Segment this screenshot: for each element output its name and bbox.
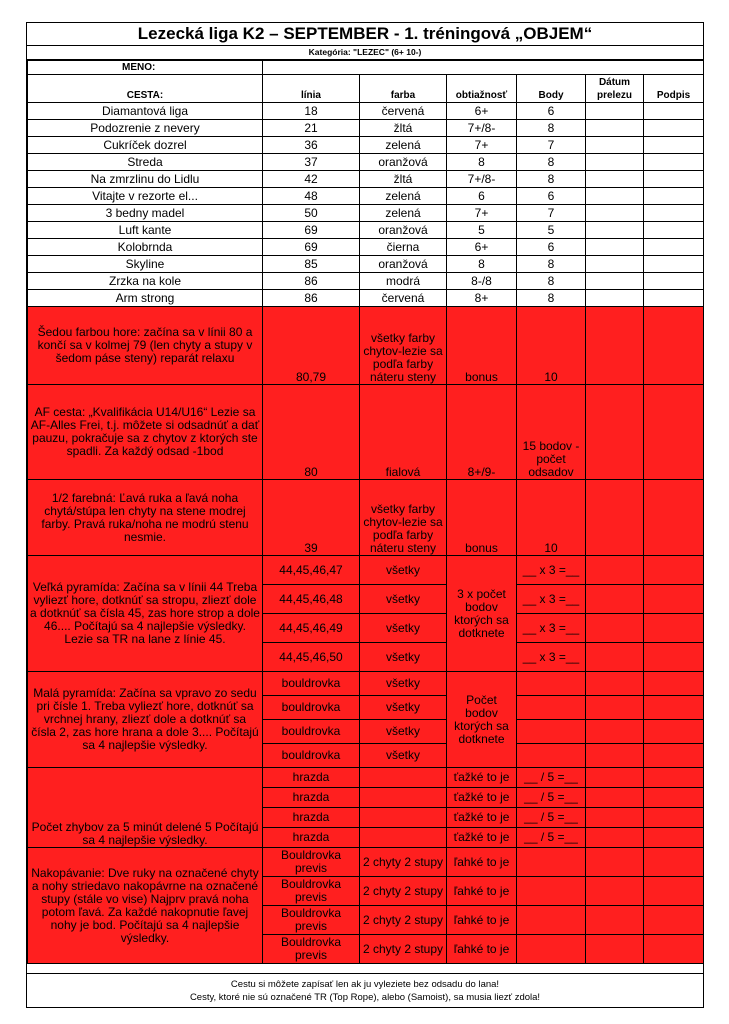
route-color: oranžová [360,256,447,273]
special-color: všetky farby chytov-lezie sa podľa farby náteru steny [360,480,447,556]
route-line: 48 [263,188,360,205]
nakopavanie-grade: ľahké to je [447,877,517,906]
nakopavanie-grade: ľahké to je [447,848,517,877]
signature-field[interactable] [644,935,704,964]
route-name: Zrzka na kole [28,273,263,290]
date-field[interactable] [586,614,644,643]
header-color: farba [360,75,447,103]
route-points: 8 [517,120,586,137]
hrazda-desc: Počet zhybov za 5 minút delené 5 Počítajú sa 4 najlepšie výsledky. [28,768,263,848]
nakopavanie-line: Bouldrovka previs [263,848,360,877]
table-row [28,672,704,696]
route-line: 36 [263,137,360,154]
hrazda-line: hrazda [263,808,360,828]
route-points: 6 [517,239,586,256]
pyramid-small-line: bouldrovka [263,696,360,720]
special-desc: 1/2 farebná: Ľavá ruka a ľavá noha chytá/stúpa len chyty na stene modrej farby. Pravá ruka/noha ne modrú stenu nesmie. [28,480,263,556]
hrazda-grade: ťažké to je [447,788,517,808]
score-formula[interactable]: __ / 5 =__ [517,768,586,788]
date-field[interactable] [586,307,644,385]
route-name: Luft kante [28,222,263,239]
route-name: Diamantová liga [28,103,263,120]
pyramid-line: 44,45,46,48 [263,585,360,614]
signature-field[interactable] [644,768,704,788]
route-grade: 6 [447,188,517,205]
route-color: modrá [360,273,447,290]
date-field[interactable] [586,154,644,171]
table-row [28,768,704,788]
pyramid-small-line: bouldrovka [263,672,360,696]
date-field[interactable] [586,205,644,222]
route-name: Streda [28,154,263,171]
nakopavanie-grade: ľahké to je [447,906,517,935]
route-points: 8 [517,256,586,273]
route-line: 69 [263,239,360,256]
date-field[interactable] [586,137,644,154]
route-line: 21 [263,120,360,137]
signature-field[interactable] [644,696,704,720]
route-grade: 8-/8 [447,273,517,290]
signature-field[interactable] [644,137,704,154]
hrazda-color [360,828,447,848]
table-row [28,171,704,188]
signature-field[interactable] [644,808,704,828]
signature-field[interactable] [644,385,704,480]
score-formula[interactable]: __ x 3 =__ [517,614,586,643]
pyramid-small-line: bouldrovka [263,744,360,768]
date-field[interactable] [586,877,644,906]
route-line: 37 [263,154,360,171]
hrazda-grade: ťažké to je [447,808,517,828]
route-points: 6 [517,188,586,205]
header-date: Dátum prelezu [586,75,644,103]
date-field[interactable] [586,120,644,137]
header-line: línia [263,75,360,103]
footer-note [27,973,703,1007]
score-formula[interactable]: __ x 3 =__ [517,585,586,614]
pyramid-small-line: bouldrovka [263,720,360,744]
table-row [28,307,704,385]
signature-field[interactable] [644,222,704,239]
special-color: fialová [360,385,447,480]
points-field[interactable] [517,744,586,768]
route-grade: 7+/8- [447,120,517,137]
route-line: 86 [263,273,360,290]
signature-field[interactable] [644,188,704,205]
table-row [28,222,704,239]
route-points: 7 [517,137,586,154]
signature-field[interactable] [644,239,704,256]
table-row [28,137,704,154]
route-line: 85 [263,256,360,273]
signature-field[interactable] [644,906,704,935]
signature-field[interactable] [644,585,704,614]
hrazda-color [360,768,447,788]
table-row [28,154,704,171]
special-line: 80,79 [263,307,360,385]
route-name: Skyline [28,256,263,273]
footer-line-1: Cestu si môžete zapísať len ak ju vyleziete bez odsadu do lana! [230,979,500,990]
route-points: 6 [517,103,586,120]
points-field[interactable] [517,720,586,744]
signature-field[interactable] [644,205,704,222]
special-grade: bonus [447,307,517,385]
score-formula[interactable]: __ x 3 =__ [517,556,586,585]
route-points: 7 [517,205,586,222]
table-row [28,556,704,585]
date-field[interactable] [586,848,644,877]
route-color: čierna [360,239,447,256]
pyramid-small-color: všetky [360,720,447,744]
special-grade: bonus [447,480,517,556]
signature-field[interactable] [644,256,704,273]
table-row [28,848,704,877]
route-color: oranžová [360,222,447,239]
route-color: zelená [360,188,447,205]
nakopavanie-grade: ľahké to je [447,935,517,964]
pyramid-color: všetky [360,614,447,643]
nakopavanie-color: 2 chyty 2 stupy [360,935,447,964]
signature-field[interactable] [644,672,704,696]
signature-field[interactable] [644,556,704,585]
route-line: 69 [263,222,360,239]
special-line: 39 [263,480,360,556]
table-row [28,385,704,480]
date-field[interactable] [586,720,644,744]
route-color: žltá [360,120,447,137]
route-grade: 5 [447,222,517,239]
date-field[interactable] [586,290,644,307]
points-field[interactable] [517,906,586,935]
signature-field[interactable] [644,120,704,137]
pyramid-small-grade: Počet bodov ktorých sa dotknete [447,672,517,768]
route-color: oranžová [360,154,447,171]
route-points: 8 [517,171,586,188]
header-route: CESTA: [28,75,263,103]
signature-field[interactable] [644,480,704,556]
date-field[interactable] [586,585,644,614]
pyramid-small-desc: Malá pyramída: Začína sa vpravo zo sedu pri čísle 1. Treba vyliezť hore, dotknúť sa vrchnej hrany, zliezť dole a dotknúť sa čísla 2, zas hore hrana a dole 3.... Počítajú sa 4 najlepšie výsledky. [28,672,263,768]
signature-field[interactable] [644,273,704,290]
date-field[interactable] [586,222,644,239]
table-row [28,120,704,137]
signature-field[interactable] [644,828,704,848]
route-grade: 6+ [447,239,517,256]
route-points: 8 [517,290,586,307]
score-sheet [26,22,704,1008]
date-field[interactable] [586,906,644,935]
date-field[interactable] [586,828,644,848]
special-grade: 8+/9- [447,385,517,480]
special-desc: AF cesta: „Kvalifikácia U14/U16“ Lezie sa AF-Alles Frei, t.j. môžete si odsadnúť a dať pauzu, pokračuje sa z chytov z ktorých ste spadli. Za každý odsad -1bod [28,385,263,480]
score-formula[interactable]: __ / 5 =__ [517,828,586,848]
signature-field[interactable] [644,290,704,307]
score-formula[interactable]: __ / 5 =__ [517,788,586,808]
route-line: 86 [263,290,360,307]
footer-line-2: Cesty, ktoré nie sú označené TR (Top Rope), alebo (Samoist), sa musia liezť zdola! [189,992,541,1003]
points-field[interactable] [517,877,586,906]
special-points: 15 bodov - počet odsadov [517,385,586,480]
route-name: Kolobrnda [28,239,263,256]
nakopavanie-color: 2 chyty 2 stupy [360,877,447,906]
route-color: zelená [360,137,447,154]
route-color: žltá [360,171,447,188]
name-label: MENO: [28,61,263,75]
route-line: 42 [263,171,360,188]
special-desc: Šedou farbou hore: začína sa v línii 80 a končí sa v kolmej 79 (len chyty a stupy v šedom páse steny) reparát relaxu [28,307,263,385]
signature-field[interactable] [644,744,704,768]
signature-field[interactable] [644,614,704,643]
date-field[interactable] [586,385,644,480]
date-field[interactable] [586,935,644,964]
nakopavanie-desc: Nakopávanie: Dve ruky na označené chyty a nohy striedavo nakopávrne na označené stupy (stále vo vise) Najprv pravá noha potom ľavá. Za každé nakopnutie ľavej nohy je bod. Počítajú sa 4 najlepšie výsledky. [28,848,263,964]
route-grade: 8 [447,154,517,171]
pyramid-line: 44,45,46,49 [263,614,360,643]
route-points: 8 [517,273,586,290]
hrazda-line: hrazda [263,828,360,848]
date-field[interactable] [586,188,644,205]
pyramid-small-color: všetky [360,744,447,768]
date-field[interactable] [586,643,644,672]
special-points: 10 [517,480,586,556]
date-field[interactable] [586,256,644,273]
signature-field[interactable] [644,877,704,906]
nakopavanie-color: 2 chyty 2 stupy [360,848,447,877]
signature-field[interactable] [644,103,704,120]
date-field[interactable] [586,788,644,808]
route-points: 5 [517,222,586,239]
route-line: 18 [263,103,360,120]
route-color: zelená [360,205,447,222]
date-field[interactable] [586,480,644,556]
date-field[interactable] [586,768,644,788]
header-difficulty: obtiažnosť [447,75,517,103]
date-field[interactable] [586,744,644,768]
signature-field[interactable] [644,307,704,385]
route-grade: 6+ [447,103,517,120]
signature-field[interactable] [644,643,704,672]
table-row [28,103,704,120]
table-row [28,205,704,222]
date-field[interactable] [586,103,644,120]
signature-field[interactable] [644,788,704,808]
route-points: 8 [517,154,586,171]
route-name: Cukríček dozrel [28,137,263,154]
name-field[interactable] [263,61,704,75]
pyramid-small-color: všetky [360,672,447,696]
route-name: Podozrenie z nevery [28,120,263,137]
route-grade: 7+ [447,205,517,222]
score-formula[interactable]: __ x 3 =__ [517,643,586,672]
table-row [28,290,704,307]
pyramid-color: všetky [360,585,447,614]
table-row [28,239,704,256]
signature-field[interactable] [644,848,704,877]
hrazda-line: hrazda [263,768,360,788]
special-color: všetky farby chytov-lezie sa podľa farby náteru steny [360,307,447,385]
date-field[interactable] [586,808,644,828]
route-color: červená [360,103,447,120]
special-line: 80 [263,385,360,480]
date-field[interactable] [586,556,644,585]
route-grade: 7+/8- [447,171,517,188]
pyramid-small-color: všetky [360,696,447,720]
pyramid-big-desc: Veľká pyramída: Začína sa v línii 44 Treba vyliezť hore, dotknúť sa stropu, zliezť dole a dotknúť sa čísla 45, zas hore strop a dole 46.... Počítajú sa 4 najlepšie výsledky. Lezie sa TR na lane z línie 45. [28,556,263,672]
route-grade: 8 [447,256,517,273]
table-row [28,256,704,273]
routes-table [27,60,704,964]
pyramid-big-grade: 3 x počet bodov ktorých sa dotknete [447,556,517,672]
route-name: 3 bedny madel [28,205,263,222]
date-field[interactable] [586,672,644,696]
points-field[interactable] [517,848,586,877]
route-name: Na zmrzlinu do Lidlu [28,171,263,188]
route-color: červená [360,290,447,307]
table-row [28,188,704,205]
points-field[interactable] [517,696,586,720]
route-name: Arm strong [28,290,263,307]
route-name: Vitajte v rezorte el... [28,188,263,205]
route-grade: 8+ [447,290,517,307]
nakopavanie-line: Bouldrovka previs [263,906,360,935]
date-field[interactable] [586,239,644,256]
points-field[interactable] [517,935,586,964]
nakopavanie-line: Bouldrovka previs [263,877,360,906]
date-field[interactable] [586,696,644,720]
date-field[interactable] [586,273,644,290]
score-formula[interactable]: __ / 5 =__ [517,808,586,828]
route-grade: 7+ [447,137,517,154]
nakopavanie-color: 2 chyty 2 stupy [360,906,447,935]
pyramid-line: 44,45,46,47 [263,556,360,585]
points-field[interactable] [517,672,586,696]
route-line: 50 [263,205,360,222]
signature-field[interactable] [644,171,704,188]
pyramid-color: všetky [360,556,447,585]
header-signature: Podpis [644,75,704,103]
page-title: Lezecká liga K2 – SEPTEMBER - 1. tréningová „OBJEM“ [27,23,703,46]
pyramid-line: 44,45,46,50 [263,643,360,672]
signature-field[interactable] [644,720,704,744]
header-points: Body [517,75,586,103]
special-points: 10 [517,307,586,385]
category-label: Kategória: "LEZEC" (6+ 10-) [27,46,703,60]
signature-field[interactable] [644,154,704,171]
hrazda-grade: ťažké to je [447,768,517,788]
hrazda-color [360,788,447,808]
hrazda-line: hrazda [263,788,360,808]
table-row [28,273,704,290]
nakopavanie-line: Bouldrovka previs [263,935,360,964]
date-field[interactable] [586,171,644,188]
hrazda-grade: ťažké to je [447,828,517,848]
hrazda-color [360,808,447,828]
pyramid-color: všetky [360,643,447,672]
table-row [28,480,704,556]
